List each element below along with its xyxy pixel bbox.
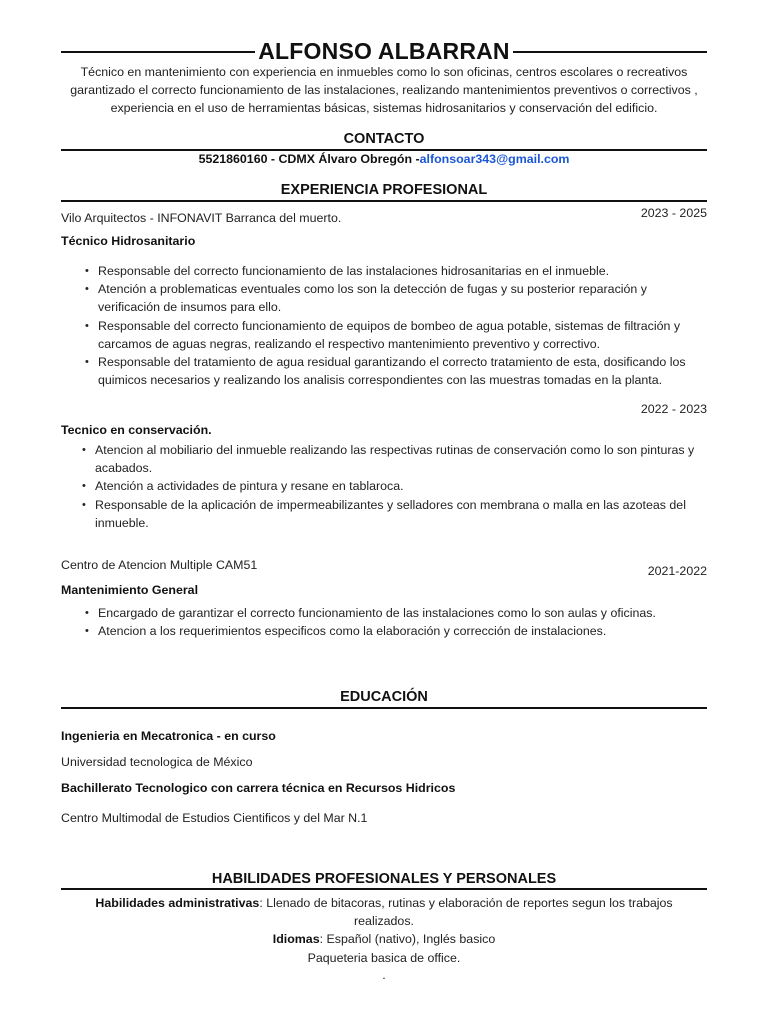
education-school: Universidad tecnologica de México — [61, 755, 253, 769]
list-item: • Atencion a los requerimientos especificos como la elaboración y corrección de instalaciones. — [98, 622, 710, 640]
job-dates: 2023 - 2025 — [640, 206, 707, 220]
list-item: • Encargado de garantizar el correcto funcionamiento de las instalaciones como lo son aulas y oficinas. — [98, 604, 710, 622]
skills-rule — [61, 888, 707, 890]
contact-line — [61, 152, 707, 166]
job-role: Técnico Hidrosanitario — [61, 234, 196, 248]
job-dates: 2021-2022 — [647, 564, 707, 578]
skills-languages — [61, 930, 707, 948]
education-degree: Bachillerato Tecnologico con carrera técnica en Recursos Hidricos — [61, 781, 456, 795]
skills-lang-label: Idiomas — [272, 932, 320, 946]
education-rule — [61, 707, 707, 709]
name-header — [61, 38, 707, 66]
job-dates: 2022 - 2023 — [640, 402, 707, 416]
list-item: • Responsable del tratamiento de agua residual garantizando el correcto tratamiento de esta, dosificando los quimicos necesarios y realizando los analisis correspondientes con las muestras tomadas en la planta. — [98, 353, 710, 389]
job-bullets — [95, 441, 710, 532]
list-item: • Atención a problematicas eventuales como los son la detección de fugas y su posterior reparación y verificación de insumos para ello. — [98, 280, 710, 316]
skills-office: Paqueteria basica de office. — [307, 951, 461, 965]
job-role: Mantenimiento General — [61, 583, 199, 597]
list-item: • Responsable del correcto funcionamiento de equipos de bombeo de agua potable, sistemas de filtración y carcamos de aguas negras, realizando el respectivo mantenimiento preventivo y correctivo. — [98, 317, 710, 353]
job-bullets — [98, 604, 710, 640]
job-company: Centro de Atencion Multiple CAM51 — [61, 558, 258, 572]
experience-title: EXPERIENCIA PROFESIONAL — [280, 182, 488, 198]
education-title: EDUCACIÓN — [340, 689, 428, 705]
skills-title: HABILIDADES PROFESIONALES Y PERSONALES — [211, 871, 557, 887]
job-company: Vilo Arquitectos - INFONAVIT Barranca del muerto. — [61, 211, 342, 225]
list-item: • Atencion al mobiliario del inmueble realizando las respectivas rutinas de conservación como lo son pinturas y acabados. — [95, 441, 710, 477]
contact-info: 5521860160 - CDMX Álvaro Obregón - — [198, 152, 420, 166]
email-link[interactable]: alfonsoar343@gmail.com — [419, 152, 570, 166]
list-item: • Responsable del correcto funcionamiento de las instalaciones hidrosanitarias en el inmueble. — [98, 262, 710, 280]
contact-rule — [61, 149, 707, 151]
skills-admin — [84, 894, 684, 930]
job-bullets — [98, 262, 710, 389]
profile-summary: Técnico en mantenimiento con experiencia en inmuebles como lo son oficinas, centros escolares o recreativos garantizado el correcto funcionamiento de las instalaciones, realizando mantenimientos preventivos o correctivos , experiencia en el uso de herramientas básicas, sistemas hidrosanitarios y conservación del edificio. — [70, 65, 698, 116]
skills-admin-text: : Llenado de bitacoras, rutinas y elaboración de reportes segun los trabajos realizados. — [259, 896, 673, 929]
skills-admin-label: Habilidades administrativas — [95, 896, 260, 910]
skills-lang-text: : Español (nativo), Inglés basico — [319, 932, 496, 946]
candidate-name: ALFONSO ALBARRAN — [255, 38, 513, 64]
experience-rule — [61, 200, 707, 202]
job-role: Tecnico en conservación. — [61, 423, 212, 437]
list-item: • Responsable de la aplicación de impermeabilizantes y selladores con membrana o malla en las azoteas del inmueble. — [95, 496, 710, 532]
skills-trailing-dot: . — [382, 968, 386, 982]
contact-title: CONTACTO — [343, 131, 425, 147]
list-item: • Atención a actividades de pintura y resane en tablaroca. — [95, 477, 710, 495]
education-school: Centro Multimodal de Estudios Cientificos y del Mar N.1 — [61, 811, 368, 825]
education-degree: Ingenieria en Mecatronica - en curso — [61, 729, 276, 743]
